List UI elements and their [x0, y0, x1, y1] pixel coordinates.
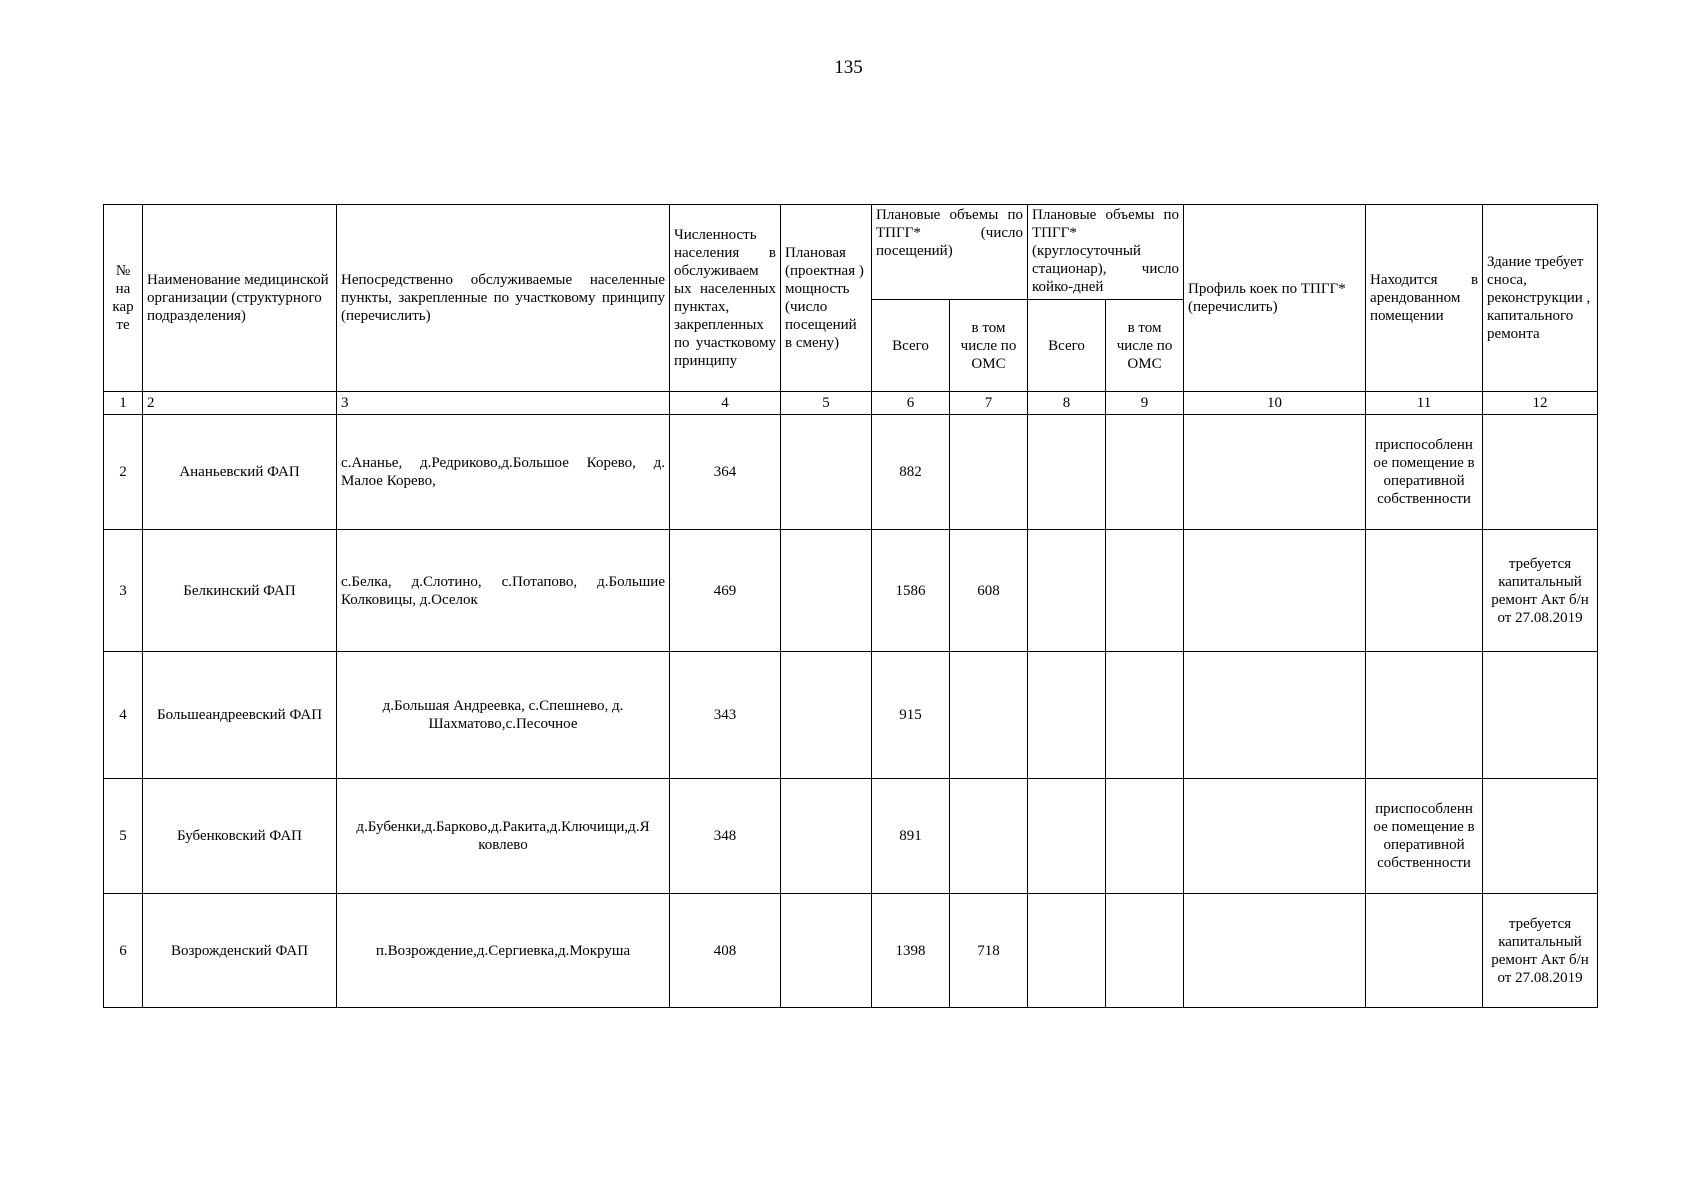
cell-beds — [1028, 415, 1106, 530]
cell-visits: 1398 — [872, 894, 950, 1008]
cell-repair: требуется капитальный ремонт Акт б/н от 27.08.2019 — [1483, 894, 1598, 1008]
column-number: 11 — [1366, 392, 1483, 415]
cell-population: 408 — [670, 894, 781, 1008]
cell-rented — [1366, 530, 1483, 652]
header-beds-total: Всего — [1028, 300, 1106, 392]
cell-beds-oms — [1106, 894, 1184, 1008]
cell-rented: приспособленн ое помещение в оперативной собственности — [1366, 415, 1483, 530]
cell-capacity — [781, 652, 872, 779]
column-number: 2 — [143, 392, 337, 415]
column-number: 3 — [337, 392, 670, 415]
table-row — [104, 894, 1598, 1008]
cell-rented — [1366, 894, 1483, 1008]
header-repair: Здание требует сноса, реконструкции , капитального ремонта — [1483, 205, 1598, 392]
cell-organization: Бубенковский ФАП — [143, 779, 337, 894]
cell-organization: Ананьевский ФАП — [143, 415, 337, 530]
header-capacity: Плановая (проектная ) мощность (число посещений в смену) — [781, 205, 872, 392]
header-visits-plan: Плановые объемы по ТПГГ* (число посещений) — [872, 205, 1028, 300]
cell-map-number: 5 — [104, 779, 143, 894]
cell-population: 364 — [670, 415, 781, 530]
cell-visits: 1586 — [872, 530, 950, 652]
cell-visits: 915 — [872, 652, 950, 779]
cell-beds — [1028, 894, 1106, 1008]
cell-visits-oms: 718 — [950, 894, 1028, 1008]
header-beds-plan: Плановые объемы по ТПГГ* (круглосуточный стационар), число койко-дней — [1028, 205, 1184, 300]
cell-capacity — [781, 530, 872, 652]
header-map-number: № на кар те — [104, 205, 143, 392]
cell-bed-profile — [1184, 779, 1366, 894]
cell-repair — [1483, 652, 1598, 779]
cell-rented — [1366, 652, 1483, 779]
cell-settlements: с.Ананье, д.Редриково,д.Большое Корево, д. Малое Корево, — [337, 415, 670, 530]
cell-visits-oms — [950, 652, 1028, 779]
cell-settlements: п.Возрождение,д.Сергиевка,д.Мокруша — [337, 894, 670, 1008]
column-number: 7 — [950, 392, 1028, 415]
page-number: 135 — [834, 57, 863, 78]
column-number: 12 — [1483, 392, 1598, 415]
header-population: Численность населения в обслуживаем ых населенных пунктах, закрепленных по участковому принципу — [670, 205, 781, 392]
column-number: 5 — [781, 392, 872, 415]
cell-rented: приспособленн ое помещение в оперативной собственности — [1366, 779, 1483, 894]
table-row — [104, 415, 1598, 530]
column-numbers-row — [104, 392, 1598, 415]
cell-settlements: с.Белка, д.Слотино, с.Потапово, д.Большие Колковицы, д.Оселок — [337, 530, 670, 652]
cell-map-number: 4 — [104, 652, 143, 779]
cell-visits-oms — [950, 415, 1028, 530]
header-row — [104, 205, 1598, 300]
cell-visits-oms — [950, 779, 1028, 894]
cell-visits: 882 — [872, 415, 950, 530]
cell-beds — [1028, 530, 1106, 652]
cell-settlements: д.Большая Андреевка, с.Спешнево, д. Шахматово,с.Песочное — [337, 652, 670, 779]
cell-visits-oms: 608 — [950, 530, 1028, 652]
cell-visits: 891 — [872, 779, 950, 894]
cell-beds-oms — [1106, 415, 1184, 530]
cell-organization: Белкинский ФАП — [143, 530, 337, 652]
cell-repair: требуется капитальный ремонт Акт б/н от 27.08.2019 — [1483, 530, 1598, 652]
cell-population: 348 — [670, 779, 781, 894]
header-organization: Наименование медицинской организации (структурного подразделения) — [143, 205, 337, 392]
header-rented: Находится в арендованном помещении — [1366, 205, 1483, 392]
facilities-table — [103, 204, 1598, 1008]
table-row — [104, 530, 1598, 652]
cell-map-number: 3 — [104, 530, 143, 652]
column-number: 4 — [670, 392, 781, 415]
cell-capacity — [781, 894, 872, 1008]
column-number: 9 — [1106, 392, 1184, 415]
cell-map-number: 2 — [104, 415, 143, 530]
cell-capacity — [781, 779, 872, 894]
cell-organization: Возрожденский ФАП — [143, 894, 337, 1008]
header-visits-total: Всего — [872, 300, 950, 392]
cell-beds-oms — [1106, 530, 1184, 652]
cell-repair — [1483, 415, 1598, 530]
cell-beds — [1028, 652, 1106, 779]
cell-bed-profile — [1184, 530, 1366, 652]
header-bed-profile: Профиль коек по ТПГГ* (перечислить) — [1184, 205, 1366, 392]
column-number: 1 — [104, 392, 143, 415]
header-settlements: Непосредственно обслуживаемые населенные пункты, закрепленные по участковому принципу (перечислить) — [337, 205, 670, 392]
column-number: 10 — [1184, 392, 1366, 415]
cell-beds-oms — [1106, 652, 1184, 779]
cell-bed-profile — [1184, 652, 1366, 779]
table-row — [104, 652, 1598, 779]
header-beds-oms: в том числе по ОМС — [1106, 300, 1184, 392]
cell-repair — [1483, 779, 1598, 894]
cell-population: 469 — [670, 530, 781, 652]
table-row — [104, 779, 1598, 894]
header-visits-oms: в том числе по ОМС — [950, 300, 1028, 392]
cell-organization: Большеандреевский ФАП — [143, 652, 337, 779]
cell-map-number: 6 — [104, 894, 143, 1008]
cell-bed-profile — [1184, 415, 1366, 530]
cell-bed-profile — [1184, 894, 1366, 1008]
cell-capacity — [781, 415, 872, 530]
column-number: 6 — [872, 392, 950, 415]
cell-beds-oms — [1106, 779, 1184, 894]
column-number: 8 — [1028, 392, 1106, 415]
cell-settlements: д.Бубенки,д.Барково,д.Ракита,д.Ключищи,д.Я ковлево — [337, 779, 670, 894]
cell-beds — [1028, 779, 1106, 894]
cell-population: 343 — [670, 652, 781, 779]
